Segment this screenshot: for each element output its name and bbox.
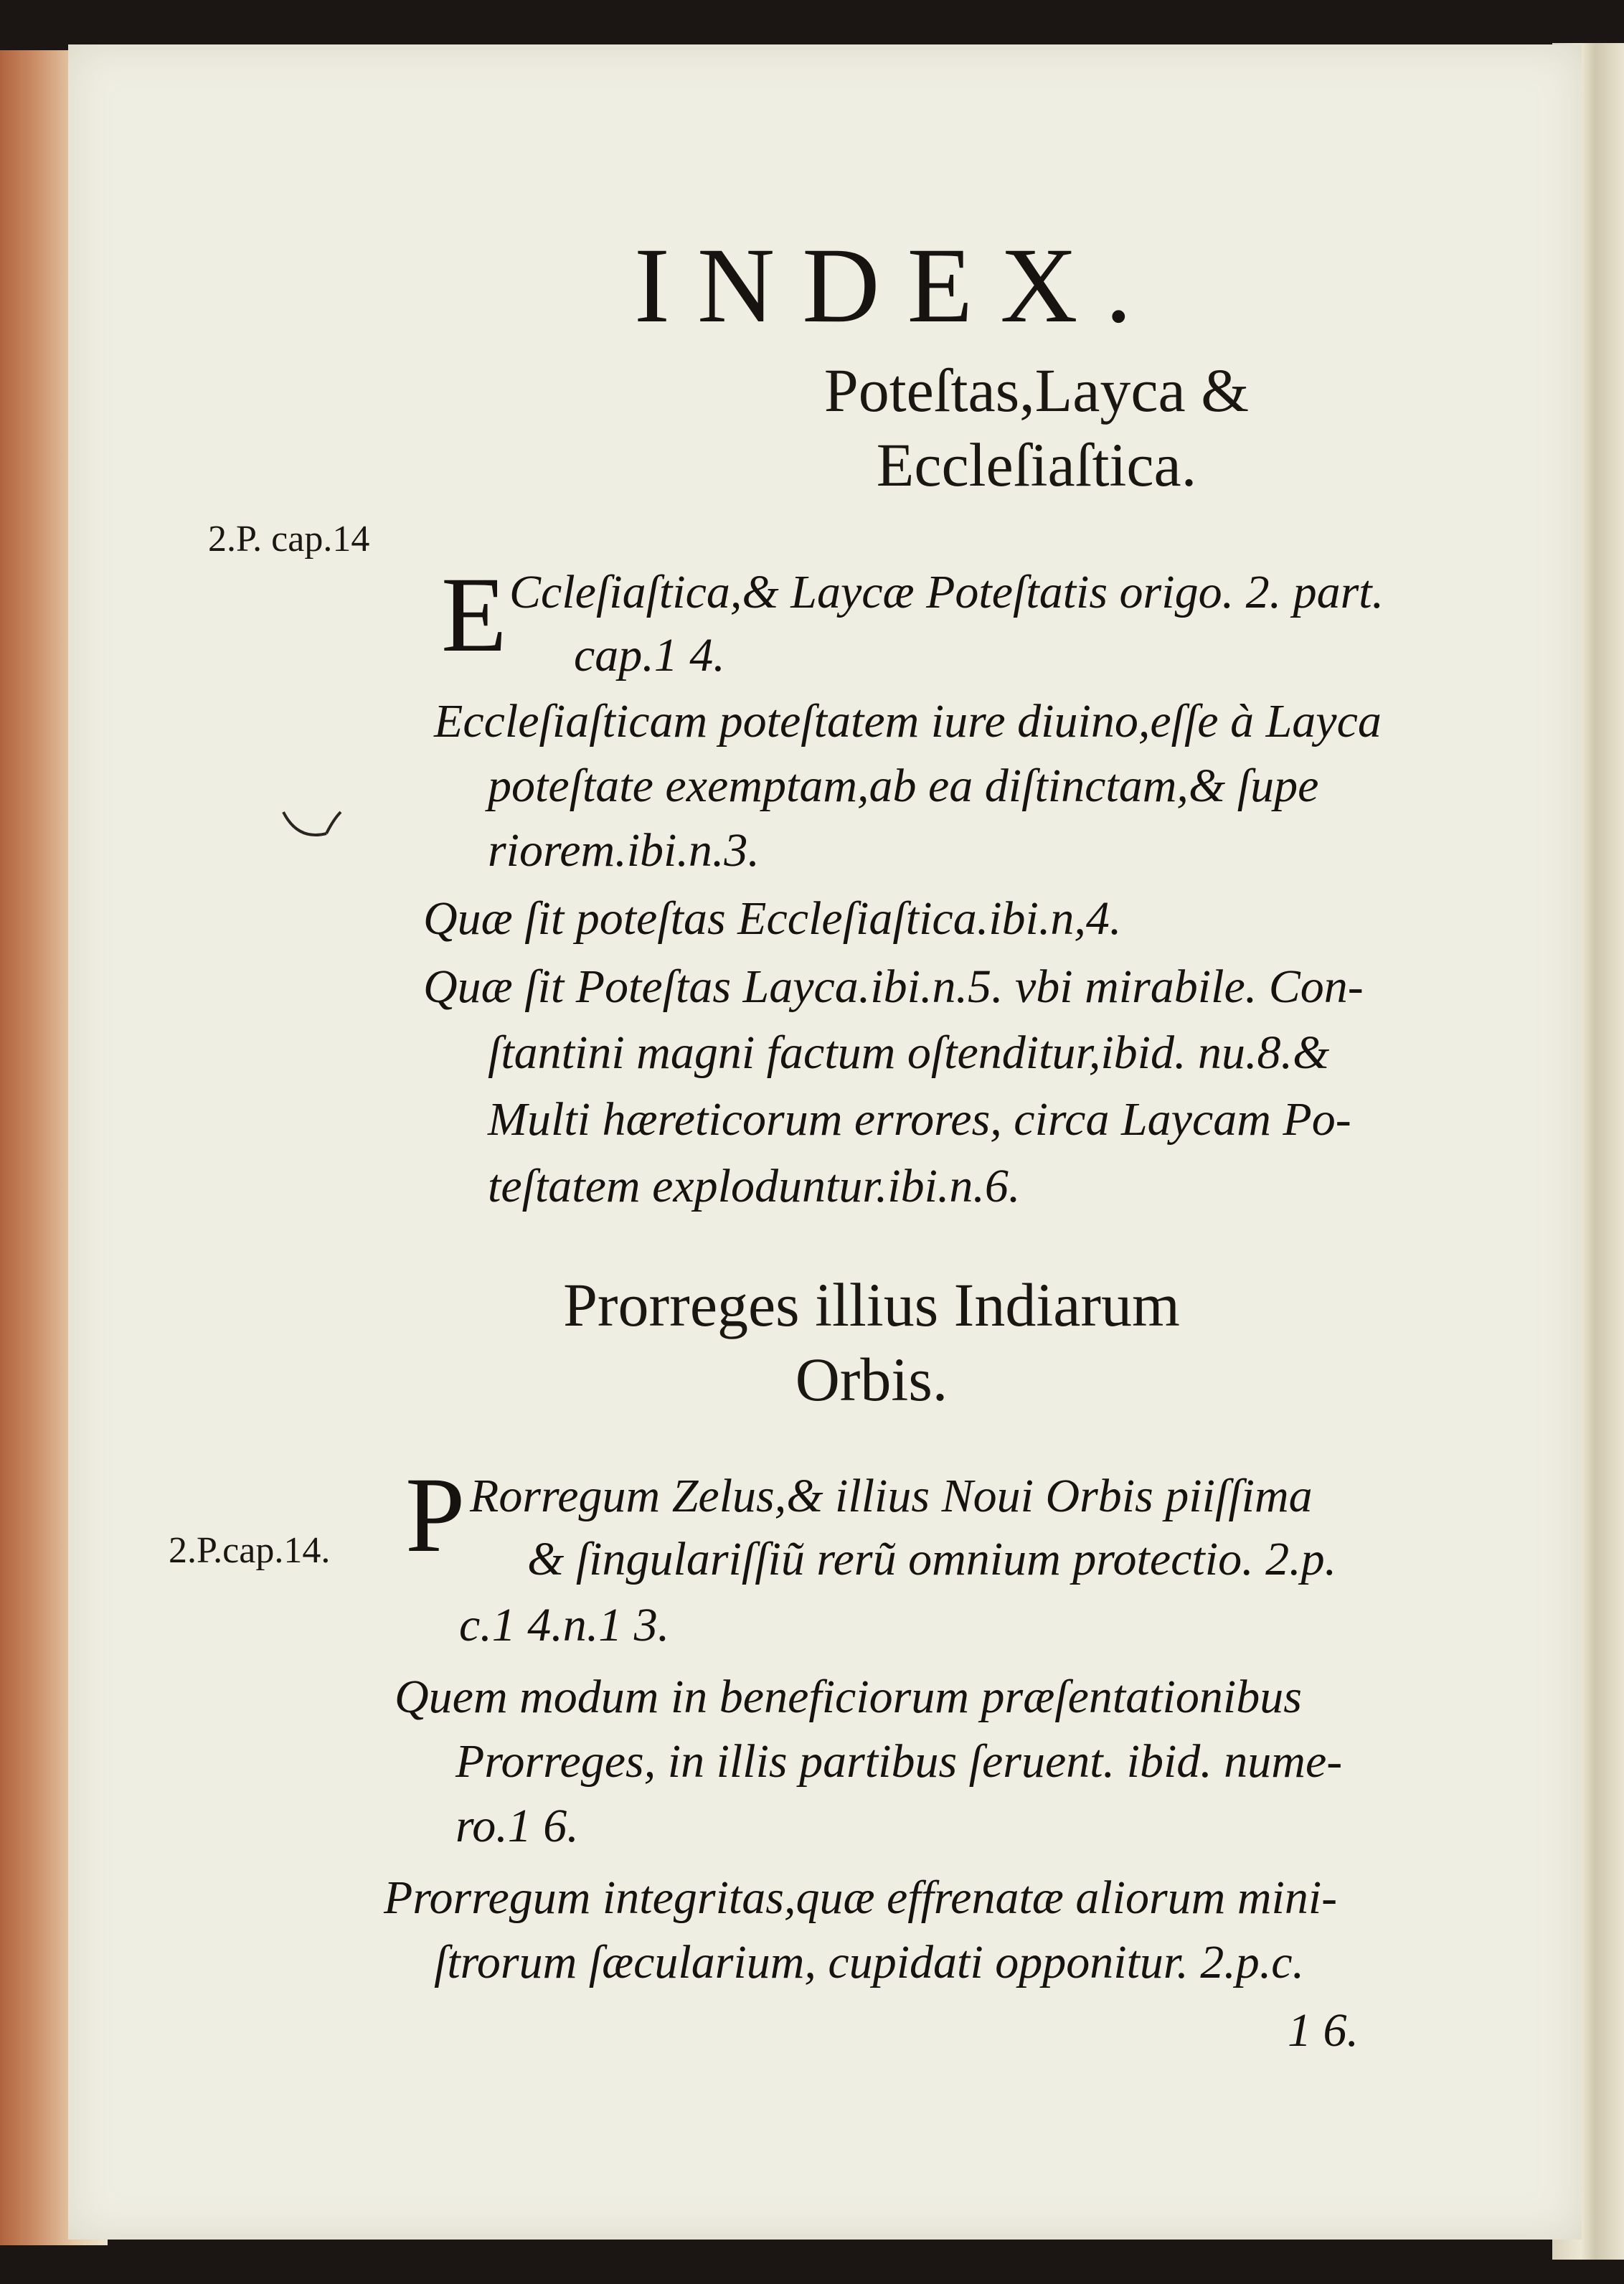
index-entry-line: Eccleſiaſticam poteſtatem iure diuino,eſſe à Layca <box>434 695 1382 747</box>
index-entry-line: & ſingulariſſiũ rerũ omnium protectio. 2.p. <box>527 1533 1337 1585</box>
index-entry-line: Quæ ſit poteſtas Eccleſiaſtica.ibi.n,4. <box>423 892 1122 945</box>
index-entry-line: teſtatem exploduntur.ibi.n.6. <box>488 1160 1021 1212</box>
margin-reference: 2.P. cap.14 <box>208 519 370 560</box>
index-entry-line: Ccleſiaſtica,& Laycæ Poteſtatis origo. 2. part. <box>509 566 1384 618</box>
index-entry-line: cap.1 4. <box>574 629 725 681</box>
section-heading-line: Orbis. <box>795 1345 948 1414</box>
index-entry-line: Quem modum in beneficiorum præſentationibus <box>395 1671 1302 1723</box>
section-heading-line: Eccleſiaſtica. <box>876 430 1197 499</box>
index-entry-line: Rorregum Zelus,& illius Noui Orbis piiſſima <box>470 1470 1313 1522</box>
section-heading-line: Poteſtas,Layca & <box>823 356 1250 425</box>
index-entry-line: riorem.ibi.n.3. <box>488 824 760 877</box>
index-entry-line: poteſtate exemptam,ab ea diſtinctam,& ſupe <box>488 760 1319 812</box>
index-entry-line: ro.1 6. <box>455 1800 579 1852</box>
index-entry-line: Quæ ſit Poteſtas Layca.ibi.n.5. vbi mirabile. Con- <box>423 961 1364 1013</box>
section-heading-line: Prorreges illius Indiarum <box>563 1270 1180 1339</box>
drop-cap: P <box>405 1455 466 1575</box>
section-heading-2 <box>520 1268 1223 1417</box>
index-entry-line: ſtantini magni factum oſtenditur,ibid. nu.8.& <box>488 1027 1330 1079</box>
page-title: INDEX. <box>633 226 1160 345</box>
index-entry-line: Prorreges, in illis partibus ſeruent. ibid. nume- <box>455 1735 1343 1788</box>
index-entry-line: c.1 4.n.1 3. <box>459 1599 670 1651</box>
index-entry-line: Prorregum integritas,quæ effrenatæ aliorum mini- <box>384 1872 1338 1924</box>
index-entry-line: ſtrorum ſæcularium, cupidati opponitur. 2.p.c. <box>434 1936 1305 1988</box>
section-heading-1 <box>642 353 1431 502</box>
ink-mark-icon <box>276 798 362 848</box>
index-entry-line: Multi hæreticorum errores, circa Laycam Po- <box>488 1093 1351 1146</box>
drop-cap: E <box>441 555 507 674</box>
index-entry-line: 1 6. <box>1288 2004 1359 2057</box>
book-page <box>68 44 1582 2240</box>
margin-reference: 2.P.cap.14. <box>169 1530 331 1571</box>
